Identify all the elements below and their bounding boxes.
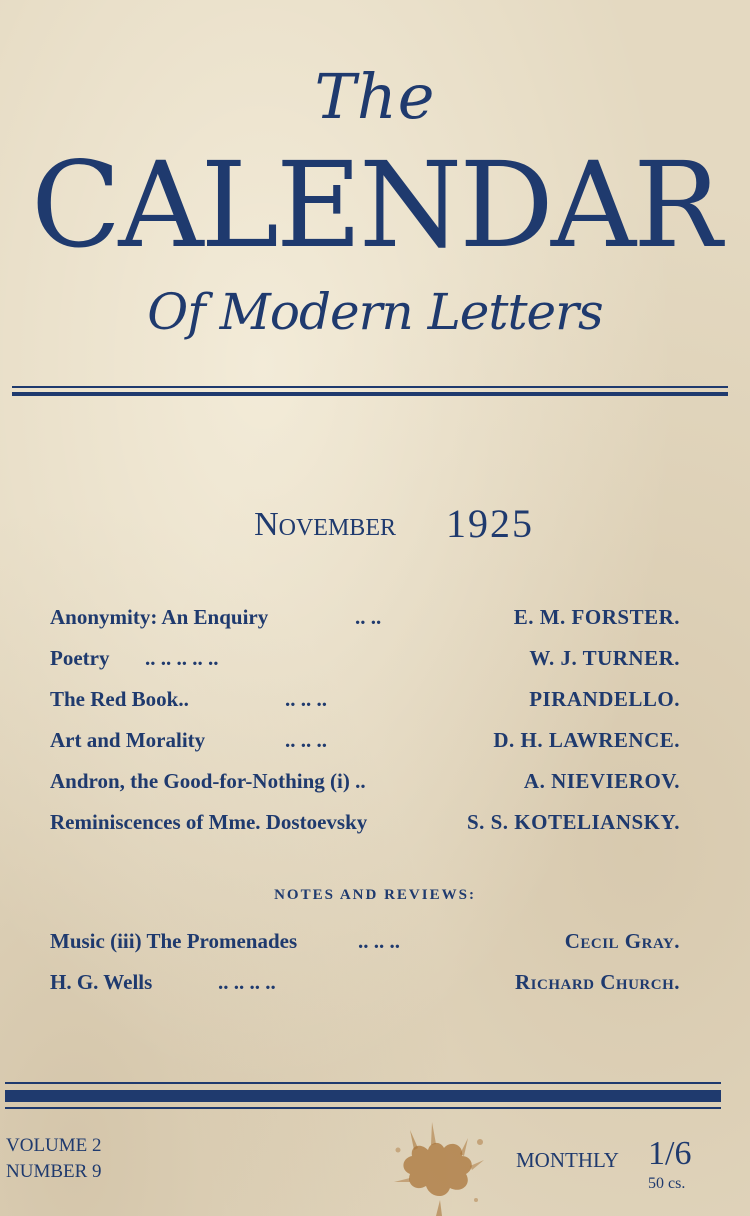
notes-title: H. G. Wells bbox=[50, 970, 153, 994]
bottom-rule-thin-lower bbox=[5, 1107, 721, 1109]
contents-row bbox=[50, 805, 680, 839]
top-rule-thick bbox=[12, 392, 728, 396]
contents-author: D. H. LAWRENCE. bbox=[493, 728, 680, 752]
leader-dots: .. .. .. .. bbox=[218, 970, 276, 994]
leader-dots: .. .. .. bbox=[285, 728, 327, 752]
contents-author: A. NIEVIEROV. bbox=[523, 769, 680, 793]
leader-dots: .. .. .. bbox=[285, 687, 327, 711]
notes-title: Music (iii) The Promenades bbox=[50, 929, 298, 953]
contents-row bbox=[50, 600, 680, 634]
contents-author: PIRANDELLO. bbox=[529, 687, 680, 711]
notes-author: Richard Church. bbox=[515, 970, 680, 994]
contents-row bbox=[50, 682, 680, 716]
contents-title: Andron, the Good-for-Nothing (i) .. bbox=[50, 769, 366, 793]
price: 1/6 bbox=[648, 1135, 692, 1172]
contents-title: Poetry bbox=[50, 646, 110, 670]
bottom-rule-thick bbox=[5, 1090, 721, 1102]
contents-author: S. S. KOTELIANSKY. bbox=[466, 810, 680, 834]
notes-author: Cecil Gray. bbox=[564, 929, 680, 953]
contents-row bbox=[50, 641, 680, 675]
volume-label: VOLUME 2 bbox=[6, 1135, 102, 1156]
notes-row bbox=[50, 924, 680, 958]
contents-title: Art and Morality bbox=[50, 728, 206, 752]
leader-dots: .. .. .. .. .. bbox=[145, 646, 219, 670]
masthead-title: CALENDAR bbox=[31, 136, 719, 274]
contents-row bbox=[50, 764, 680, 798]
leader-dots: .. .. bbox=[355, 605, 382, 629]
masthead-subtitle: Of Modern Letters bbox=[147, 283, 603, 341]
frequency-label: MONTHLY bbox=[516, 1148, 619, 1172]
contents-author: W. J. TURNER. bbox=[529, 646, 680, 670]
price-alt: 50 cs. bbox=[648, 1175, 686, 1192]
issue-month: November bbox=[254, 506, 396, 543]
number-label: NUMBER 9 bbox=[6, 1161, 102, 1182]
top-rule-thin bbox=[12, 386, 728, 388]
leader-dots: .. .. .. bbox=[358, 929, 400, 953]
notes-heading: NOTES AND REVIEWS: bbox=[274, 887, 476, 903]
stain-mark bbox=[380, 1120, 500, 1216]
contents-title: The Red Book.. bbox=[50, 687, 189, 711]
contents-author: E. M. FORSTER. bbox=[513, 605, 680, 629]
notes-row bbox=[50, 965, 680, 999]
masthead-the: The bbox=[314, 60, 436, 133]
bottom-rule-thin-upper bbox=[5, 1082, 721, 1084]
contents-title: Anonymity: An Enquiry bbox=[50, 605, 269, 629]
issue-year: 1925 bbox=[446, 501, 534, 546]
contents-row bbox=[50, 723, 680, 757]
contents-title: Reminiscences of Mme. Dostoevsky bbox=[50, 810, 368, 834]
